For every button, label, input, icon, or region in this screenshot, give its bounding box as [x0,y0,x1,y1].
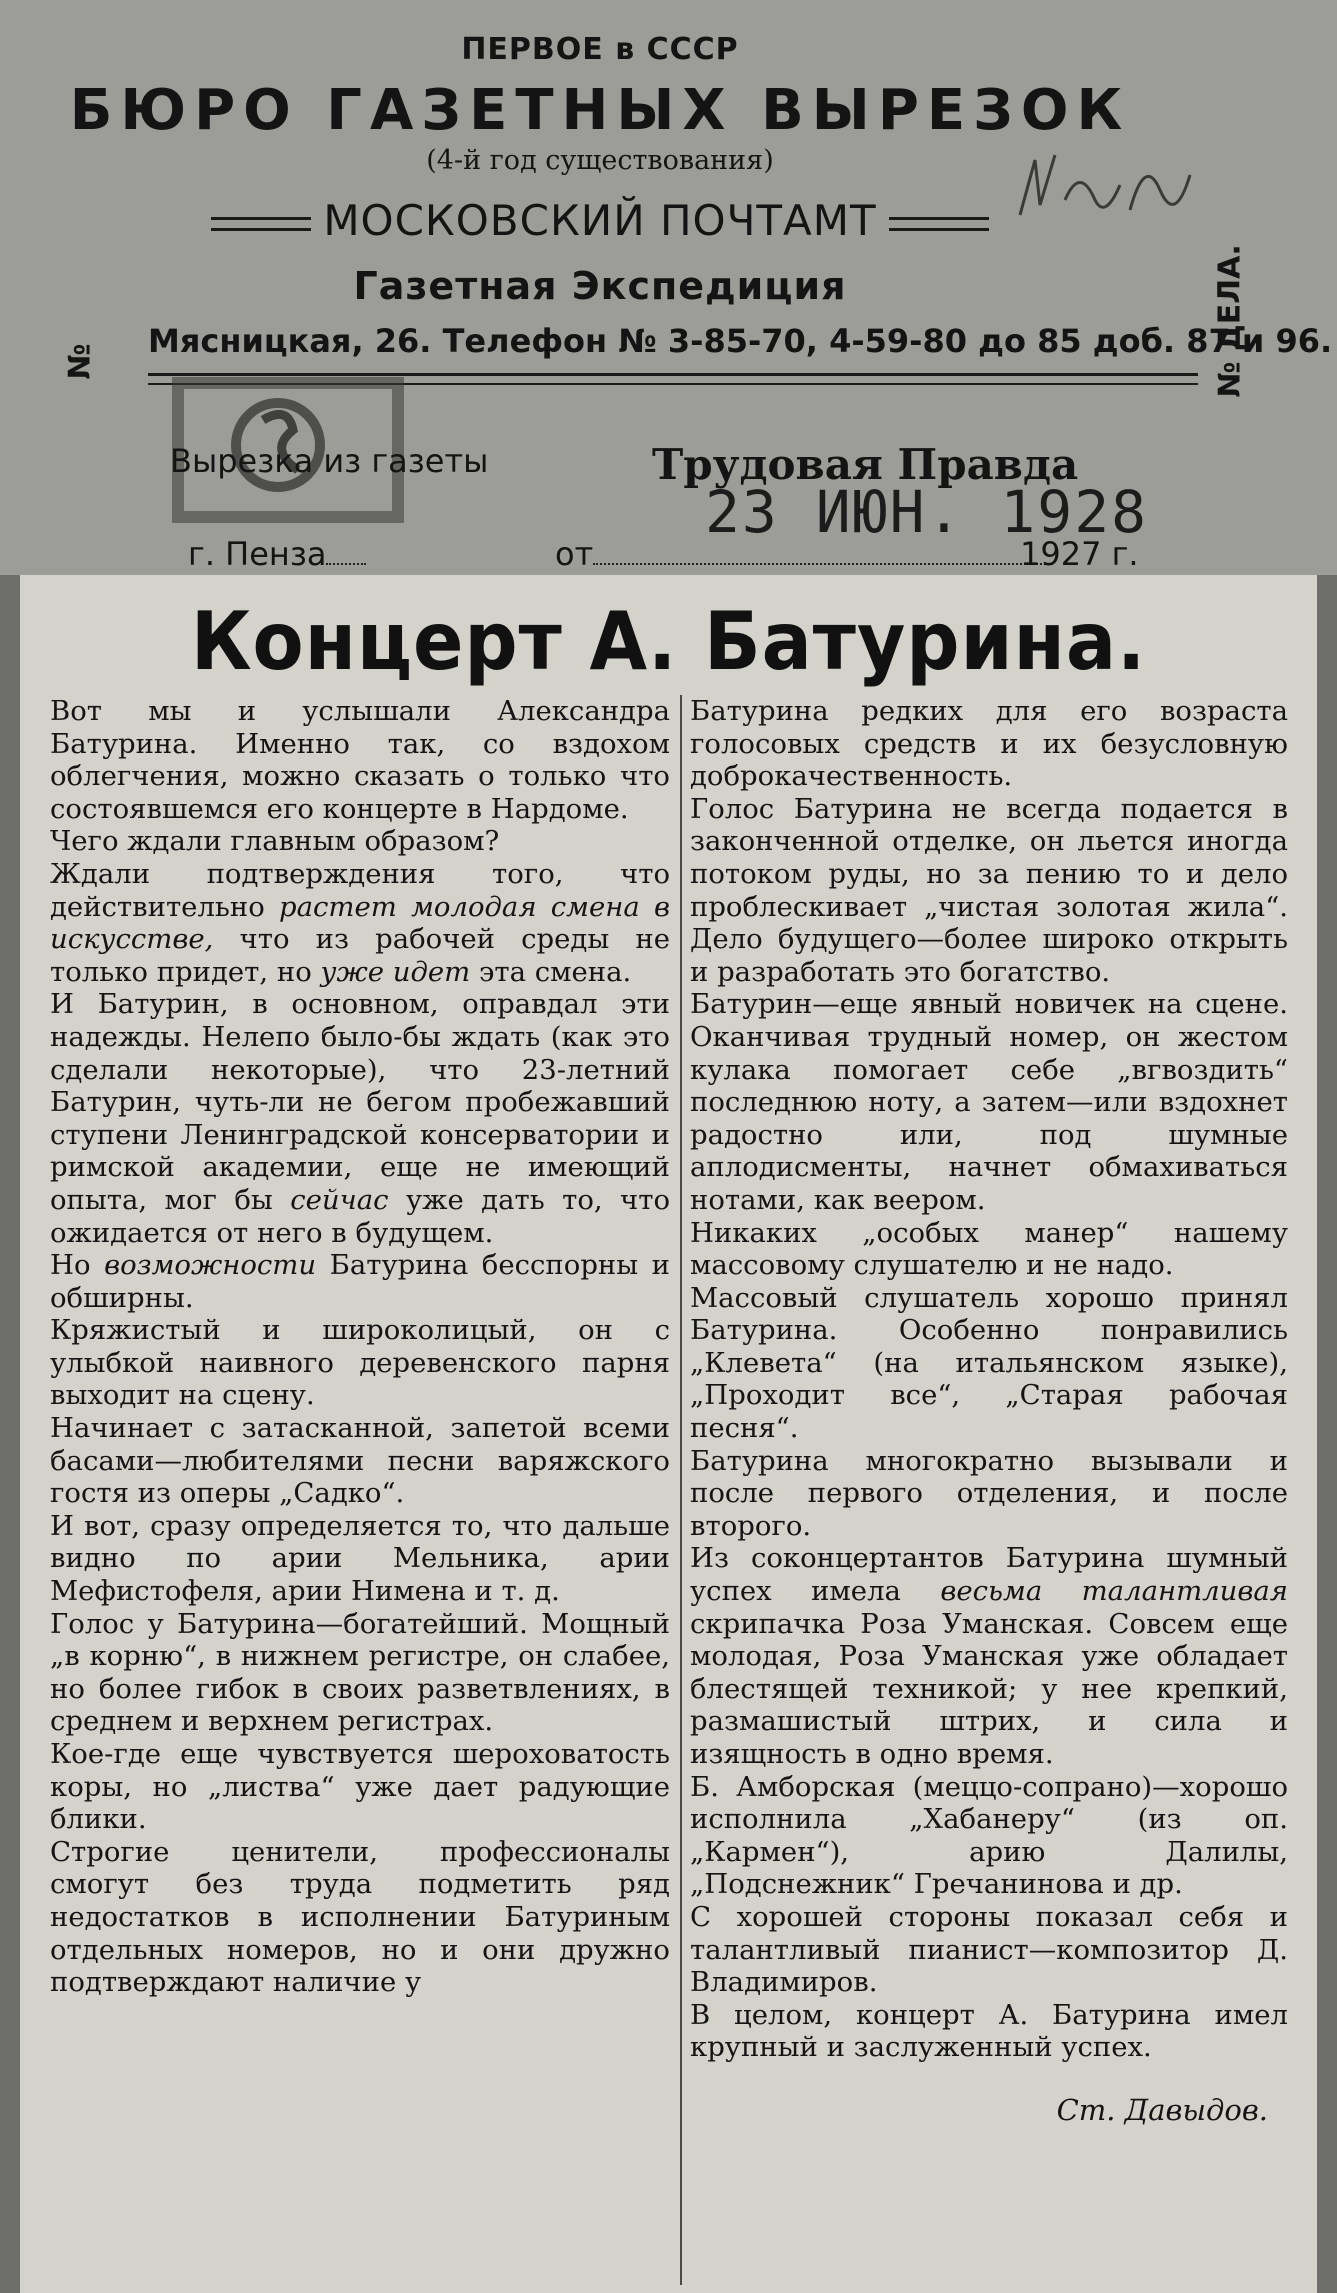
paragraph: В целом, концерт А. Батурина имел крупный и заслуженный успех. [690,1998,1288,2064]
text-run: что из рабочей среды не только придет, но [50,923,670,988]
article-headline: Концерт А. Батурина. [190,595,1147,688]
text-run: уже дать то, что ожидается от него в будущем. [50,1183,670,1249]
paragraph: Б. Амборская (меццо-сопрано)—хорошо исполнила „Хабанеру“ (из оп. „Кармен“), арию Далилы, „Подснежник“ Гречанинова и др. [690,1770,1288,1901]
slip-city-dots [326,563,366,565]
text-run: Из соконцертантов Батурина шумный успех имела [690,1542,1288,1608]
paragraph: Никаких „особых манер“ нашему массовому слушателю и не надо. [690,1216,1288,1282]
slip-post-office-text: МОСКОВСКИЙ ПОЧТАМТ [323,196,877,245]
article-column-left [50,695,670,2285]
slip-from-text: от [555,535,594,573]
newspaper-clipping [20,575,1317,2293]
column-divider [680,695,682,2285]
paragraph: С хорошей стороны показал себя и талантливый пианист—композитор Д. Владимиров. [690,1900,1288,1999]
slip-year-suffix: 1927 г. [1020,535,1139,573]
paragraph: Массовый слушатель хорошо принял Батурина. Особенно понравились „Клевета“ (на итальянском языке), „Проходит все“, „Старая рабочая песня“. [690,1281,1288,1445]
paragraph: Голос у Батурина—богатейший. Мощный „в корню“, в нижнем регистре, он слабее, но более гибок в своих разветвлениях, в среднем и верхнем регистрах. [50,1607,670,1738]
text-run: Но [50,1249,91,1282]
slip-first-line: ПЕРВОЕ в СССР [461,32,739,67]
emphasis: растет молодая смена в искусстве, [50,890,670,956]
paragraph: Голос Батурина не всегда подается в законченной отделке, он льется иногда потоком руды, но за пению то и дело проблескивает „чистая золотая жила“. Дело будущего—более широко открыть и разработать это богатство. [690,792,1288,988]
slip-expedition: Газетная Экспедиция [353,264,847,308]
slip-from [555,535,1053,573]
paragraph: Кряжистый и широколицый, он с улыбкой наивного деревенского парня выходит на сцену. [50,1314,670,1412]
slip-case-number: № ДЕЛА. [1212,244,1248,398]
emphasis: весьма талантливая [940,1575,1288,1608]
text-run: скрипачка Роза Уманская. Совсем еще молодая, Роза Уманская уже обладает блестящей техникой; у нее крепкий, размашистый штрих, и сила и изящность в одно время. [690,1607,1288,1770]
slip-bureau-title: БЮРО ГАЗЕТНЫХ ВЫРЕЗОК [69,78,1131,143]
slip-cut-label: Вырезка из газеты [170,442,489,480]
slip-newspaper-name: Трудовая Правда [652,440,1079,489]
emphasis: сейчас [290,1183,389,1216]
paragraph: Вот мы и услышали Александра Батурина. Именно так, со вздохом облегчения, можно сказать о только что состоявшемся его концерте в Нардоме. [50,695,670,825]
paragraph [50,1249,670,1314]
text-run: Ждали подтверждения того, что действительно [50,857,670,923]
paragraph: И вот, сразу определяется то, что дальше видно по арии Мельника, арии Мефистофеля, арии Нимена и т. д. [50,1509,670,1608]
paragraph: Чего ждали главным образом? [50,825,500,858]
text-run: И Батурин, в основном, оправдал эти надежды. Нелепо было-бы ждать (как это сделали некоторые), что 23-летний Батурин, чуть-ли не бегом пробежавший ступени Ленинградской консерватории и римской академии, еще не имеющий опыта, мог бы [50,988,670,1216]
paragraph [690,1542,1288,1770]
article-column-right [690,695,1288,2285]
paragraph [50,988,670,1249]
slip-address: Мясницкая, 26. Телефон № 3-85-70, 4-59-80 до 85 доб. 87 и 96. [148,322,1333,360]
slip-stamped-date: 23 ИЮН. 1928 [705,478,1149,546]
paragraph: Кое-где еще чувствуется шероховатость коры, но „листва“ уже дает радующие блики. [50,1738,670,1836]
paragraph: Батурина многократно вызывали и после первого отделения, и после второго. [690,1444,1288,1542]
slip-number-left: № [62,343,98,380]
slip-from-dots [593,563,1053,565]
paragraph [50,858,670,988]
text-run: Батурина бесспорны и обширны. [50,1249,670,1314]
paragraph: Строгие ценители, профессионалы смогут без труда подметить ряд недостатков в исполнении Батуриным отдельных номеров, но и они дружно подтверждают наличие у [50,1835,670,1999]
emphasis: возможности [104,1249,317,1282]
paragraph: Батурина редких для его возраста голосовых средств и их безусловную доброкачественность. [690,695,1288,793]
slip-city [188,535,366,573]
bureau-header-slip [0,0,1337,575]
slip-year-line: (4-й год существования) [426,145,774,176]
text-run: эта смена. [478,955,632,988]
paragraph: Батурин—еще явный новичек на сцене. Оканчивая трудный номер, он жестом кулака помогает себе „вгвоздить“ последнюю ноту, а затем—или вздохнет радостно или, под шумные аплодисменты, начнет обмахиваться нотами, как веером. [690,988,1288,1216]
emphasis: уже идет [320,955,471,988]
handwritten-mark-icon [1010,145,1200,235]
paragraph: Начинает с затасканной, запетой всеми басами—любителями песни варяжского гостя из оперы „Садко“. [50,1412,670,1510]
slip-city-text: г. Пенза [188,535,327,573]
author-signature: Ст. Давыдов. [1056,2092,1268,2127]
